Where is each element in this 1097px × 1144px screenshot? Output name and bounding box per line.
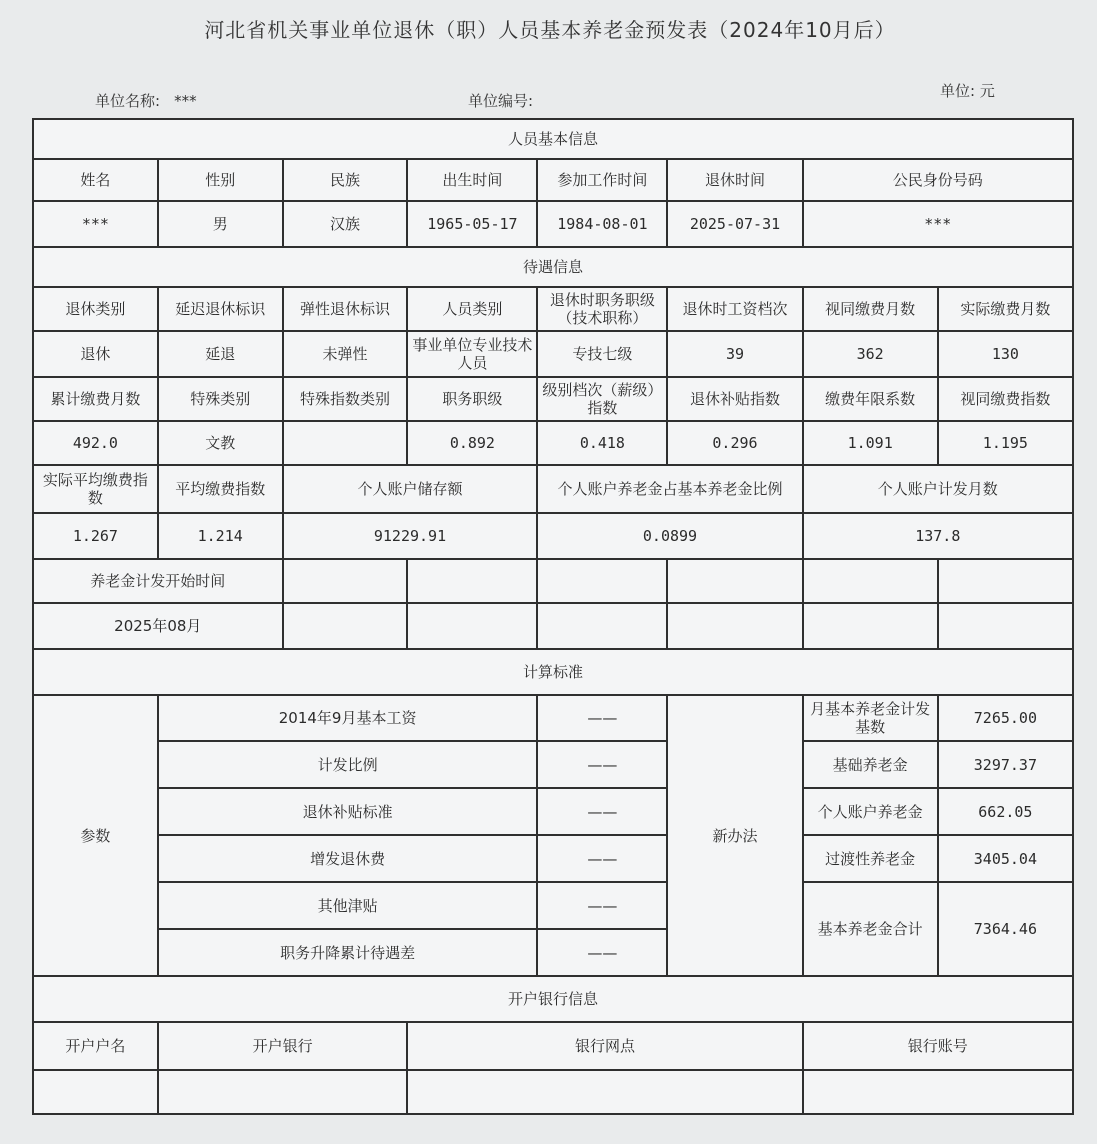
val-work-start-date: 1984-08-01 bbox=[537, 201, 667, 247]
result-value: 662.05 bbox=[938, 788, 1073, 835]
section-treatment-info: 待遇信息 bbox=[33, 247, 1073, 287]
val-retire-type: 退休 bbox=[33, 331, 158, 377]
val-account-holder bbox=[33, 1070, 158, 1114]
val-account-months: 137.8 bbox=[803, 513, 1073, 559]
empty-cell bbox=[407, 603, 537, 649]
hdr-work-start-date: 参加工作时间 bbox=[537, 159, 667, 201]
empty-cell bbox=[803, 559, 938, 603]
hdr-salary-grade: 退休时工资档次 bbox=[667, 287, 802, 331]
val-retire-date: 2025-07-31 bbox=[667, 201, 802, 247]
hdr-deemed-months: 视同缴费月数 bbox=[803, 287, 938, 331]
hdr-birth-date: 出生时间 bbox=[407, 159, 537, 201]
hdr-account-months: 个人账户计发月数 bbox=[803, 465, 1073, 513]
param-label: 参数 bbox=[33, 695, 158, 976]
empty-cell bbox=[667, 603, 802, 649]
val-birth-date: 1965-05-17 bbox=[407, 201, 537, 247]
hdr-special-type: 特殊类别 bbox=[158, 377, 283, 421]
val-name: *** bbox=[33, 201, 158, 247]
hdr-delay-flag: 延迟退休标识 bbox=[158, 287, 283, 331]
val-person-type: 事业单位专业技术人员 bbox=[407, 331, 537, 377]
result-value: 3405.04 bbox=[938, 835, 1073, 882]
param-value: —— bbox=[537, 929, 667, 976]
result-name: 月基本养老金计发基数 bbox=[803, 695, 938, 741]
form-title: 河北省机关事业单位退休（职）人员基本养老金预发表（2024年10月后） bbox=[204, 18, 896, 42]
val-bank-name bbox=[158, 1070, 408, 1114]
hdr-name: 姓名 bbox=[33, 159, 158, 201]
val-cumulative-months: 492.0 bbox=[33, 421, 158, 465]
hdr-position-rank: 职务职级 bbox=[407, 377, 537, 421]
empty-cell bbox=[667, 559, 802, 603]
param-name: 计发比例 bbox=[158, 741, 538, 788]
section-basic-info: 人员基本信息 bbox=[33, 119, 1073, 159]
val-pension-start: 2025年08月 bbox=[33, 603, 283, 649]
param-name: 职务升降累计待遇差 bbox=[158, 929, 538, 976]
val-pay-years-coef: 1.091 bbox=[803, 421, 938, 465]
unit-code bbox=[468, 90, 547, 111]
val-delay-flag: 延退 bbox=[158, 331, 283, 377]
val-retire-rank: 专技七级 bbox=[537, 331, 667, 377]
hdr-person-type: 人员类别 bbox=[407, 287, 537, 331]
hdr-actual-months: 实际缴费月数 bbox=[938, 287, 1073, 331]
hdr-account-holder: 开户户名 bbox=[33, 1022, 158, 1070]
hdr-bank-name: 开户银行 bbox=[158, 1022, 408, 1070]
hdr-retire-date: 退休时间 bbox=[667, 159, 802, 201]
hdr-retire-subsidy-index: 退休补贴指数 bbox=[667, 377, 802, 421]
val-deemed-months: 362 bbox=[803, 331, 938, 377]
result-name: 基础养老金 bbox=[803, 741, 938, 788]
unit-name-value: *** bbox=[174, 92, 197, 110]
section-bank-info: 开户银行信息 bbox=[33, 976, 1073, 1022]
section-calc-standard: 计算标准 bbox=[33, 649, 1073, 695]
hdr-pay-years-coef: 缴费年限系数 bbox=[803, 377, 938, 421]
val-retire-subsidy-index: 0.296 bbox=[667, 421, 802, 465]
val-actual-months: 130 bbox=[938, 331, 1073, 377]
param-value: —— bbox=[537, 882, 667, 929]
val-gender: 男 bbox=[158, 201, 283, 247]
val-id-number: *** bbox=[803, 201, 1073, 247]
param-value: —— bbox=[537, 788, 667, 835]
result-name: 基本养老金合计 bbox=[803, 882, 938, 976]
empty-cell bbox=[537, 603, 667, 649]
hdr-deemed-index: 视同缴费指数 bbox=[938, 377, 1073, 421]
val-grade-index: 0.418 bbox=[537, 421, 667, 465]
val-deemed-index: 1.195 bbox=[938, 421, 1073, 465]
param-name: 增发退休费 bbox=[158, 835, 538, 882]
unit-code-label: 单位编号: bbox=[468, 92, 534, 110]
param-name: 退休补贴标准 bbox=[158, 788, 538, 835]
result-value: 7364.46 bbox=[938, 882, 1073, 976]
empty-cell bbox=[537, 559, 667, 603]
hdr-account-ratio: 个人账户养老金占基本养老金比例 bbox=[537, 465, 802, 513]
result-name: 个人账户养老金 bbox=[803, 788, 938, 835]
empty-cell bbox=[283, 559, 408, 603]
hdr-actual-avg-index: 实际平均缴费指数 bbox=[33, 465, 158, 513]
unit-name-label: 单位名称: bbox=[95, 92, 161, 110]
hdr-avg-index: 平均缴费指数 bbox=[158, 465, 283, 513]
val-avg-index: 1.214 bbox=[158, 513, 283, 559]
hdr-bank-account: 银行账号 bbox=[803, 1022, 1073, 1070]
unit-name bbox=[95, 90, 197, 111]
currency-unit: 单位: 元 bbox=[940, 82, 995, 100]
val-ethnicity: 汉族 bbox=[283, 201, 408, 247]
result-value: 3297.37 bbox=[938, 741, 1073, 788]
empty-cell bbox=[938, 603, 1073, 649]
val-special-index-type bbox=[283, 421, 408, 465]
param-name: 2014年9月基本工资 bbox=[158, 695, 538, 741]
empty-cell bbox=[803, 603, 938, 649]
val-bank-branch bbox=[407, 1070, 802, 1114]
result-name: 过渡性养老金 bbox=[803, 835, 938, 882]
val-position-rank: 0.892 bbox=[407, 421, 537, 465]
param-name: 其他津贴 bbox=[158, 882, 538, 929]
val-special-type: 文教 bbox=[158, 421, 283, 465]
hdr-special-index-type: 特殊指数类别 bbox=[283, 377, 408, 421]
hdr-pension-start: 养老金计发开始时间 bbox=[33, 559, 283, 603]
val-flex-flag: 未弹性 bbox=[283, 331, 408, 377]
method-label: 新办法 bbox=[667, 695, 802, 976]
val-account-balance: 91229.91 bbox=[283, 513, 538, 559]
hdr-cumulative-months: 累计缴费月数 bbox=[33, 377, 158, 421]
hdr-ethnicity: 民族 bbox=[283, 159, 408, 201]
hdr-account-balance: 个人账户储存额 bbox=[283, 465, 538, 513]
hdr-gender: 性别 bbox=[158, 159, 283, 201]
hdr-id-number: 公民身份号码 bbox=[803, 159, 1073, 201]
param-value: —— bbox=[537, 695, 667, 741]
result-value: 7265.00 bbox=[938, 695, 1073, 741]
val-actual-avg-index: 1.267 bbox=[33, 513, 158, 559]
hdr-bank-branch: 银行网点 bbox=[407, 1022, 802, 1070]
hdr-flex-flag: 弹性退休标识 bbox=[283, 287, 408, 331]
param-value: —— bbox=[537, 741, 667, 788]
param-value: —— bbox=[537, 835, 667, 882]
hdr-retire-type: 退休类别 bbox=[33, 287, 158, 331]
empty-cell bbox=[407, 559, 537, 603]
empty-cell bbox=[938, 559, 1073, 603]
hdr-retire-rank: 退休时职务职级（技术职称） bbox=[537, 287, 667, 331]
val-salary-grade: 39 bbox=[667, 331, 802, 377]
empty-cell bbox=[283, 603, 408, 649]
hdr-grade-index: 级别档次（薪级）指数 bbox=[537, 377, 667, 421]
pension-table bbox=[32, 118, 1074, 1115]
val-account-ratio: 0.0899 bbox=[537, 513, 802, 559]
val-bank-account bbox=[803, 1070, 1073, 1114]
